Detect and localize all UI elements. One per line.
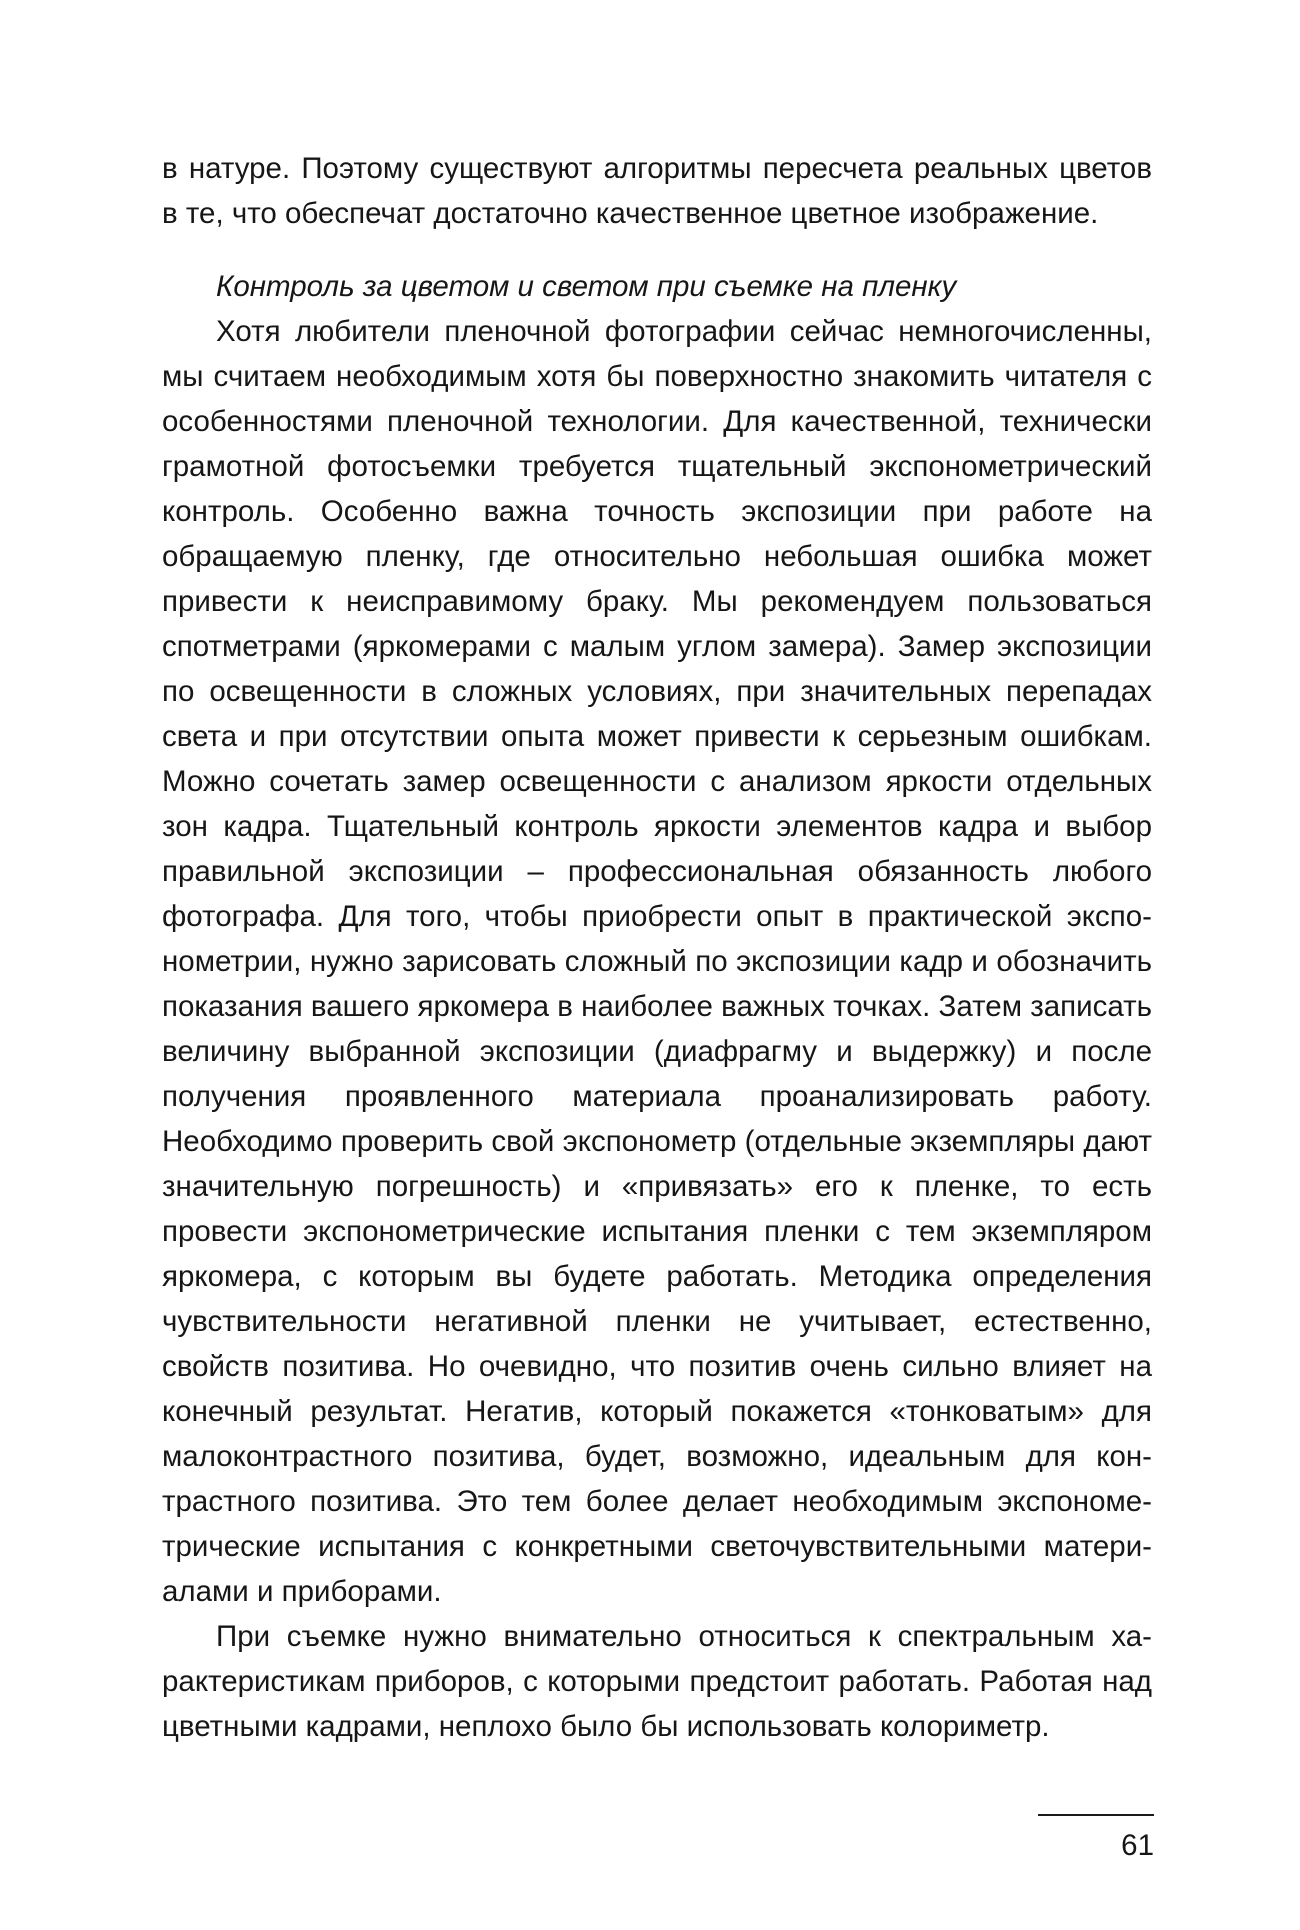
page-number: 61 (1121, 1829, 1154, 1862)
page-body (162, 146, 1152, 1749)
continuation-paragraph: в натуре. Поэтому существуют алгоритмы пересчета реальных цветов в те, что обеспечат достаточно качественное цветное изображение. (162, 152, 1152, 230)
body-paragraph-2: При съемке нужно внимательно относиться к спектральным характеристикам приборов, с которыми предстоит работать. Работая над цветными кадрами, неплохо было бы использовать колориметр. (162, 1620, 1152, 1743)
body-paragraph-1: Хотя любители пленочной фотографии сейчас немногочисленны, мы считаем необходимым хотя бы поверхностно знакомить читателя с особенностями пленочной технологии. Для качественной, технически грамотной фотосъемки требуется тщательный экспонометрический контроль. Особенно важна точность экспозиции при работе на обращаемую пленку, где относительно небольшая ошибка может привести к неисправимому браку. Мы рекомендуем пользоваться спотметрами (яркомерами с малым углом замера). Замер экспозиции по освещенности в сложных условиях, при значительных перепадах света и при отсутствии опыта может привести к серьезным ошибкам. Можно сочетать замер освещенности с анализом яркости отдельных зон кадра. Тщательный контроль яркости элементов кадра и выбор правильной экспозиции – профессиональная обязанность любого фотографа. Для того, чтобы приобрести опыт в практической экспонометрии, нужно зарисовать сложный по экспозиции кадр и обозначить показания вашего яркомера в наиболее важных точках. Затем записать величину выбранной экспозиции (диафрагму и выдержку) и после получения проявленного материала проанализировать работу. Необходимо проверить свой экспонометр (отдельные экземпляры дают значительную погрешность) и «привязать» его к пленке, то есть провести экспонометрические испытания пленки с тем экземпляром яркомера, с которым вы будете работать. Методика определения чувствительности негативной пленки не учитывает, естественно, свойств позитива. Но очевидно, что позитив очень сильно влияет на конечный результат. Негатив, который покажется «тонковатым» для малоконтрастного позитива, будет, возможно, идеальным для контрастного позитива. Это тем более делает необходимым экспонометрические испытания с конкретными светочувствительными материалами и приборами. (162, 315, 1152, 1608)
section-heading: Контроль за цветом и светом при съемке на пленку (216, 270, 957, 303)
page-number-rule (1038, 1814, 1154, 1816)
